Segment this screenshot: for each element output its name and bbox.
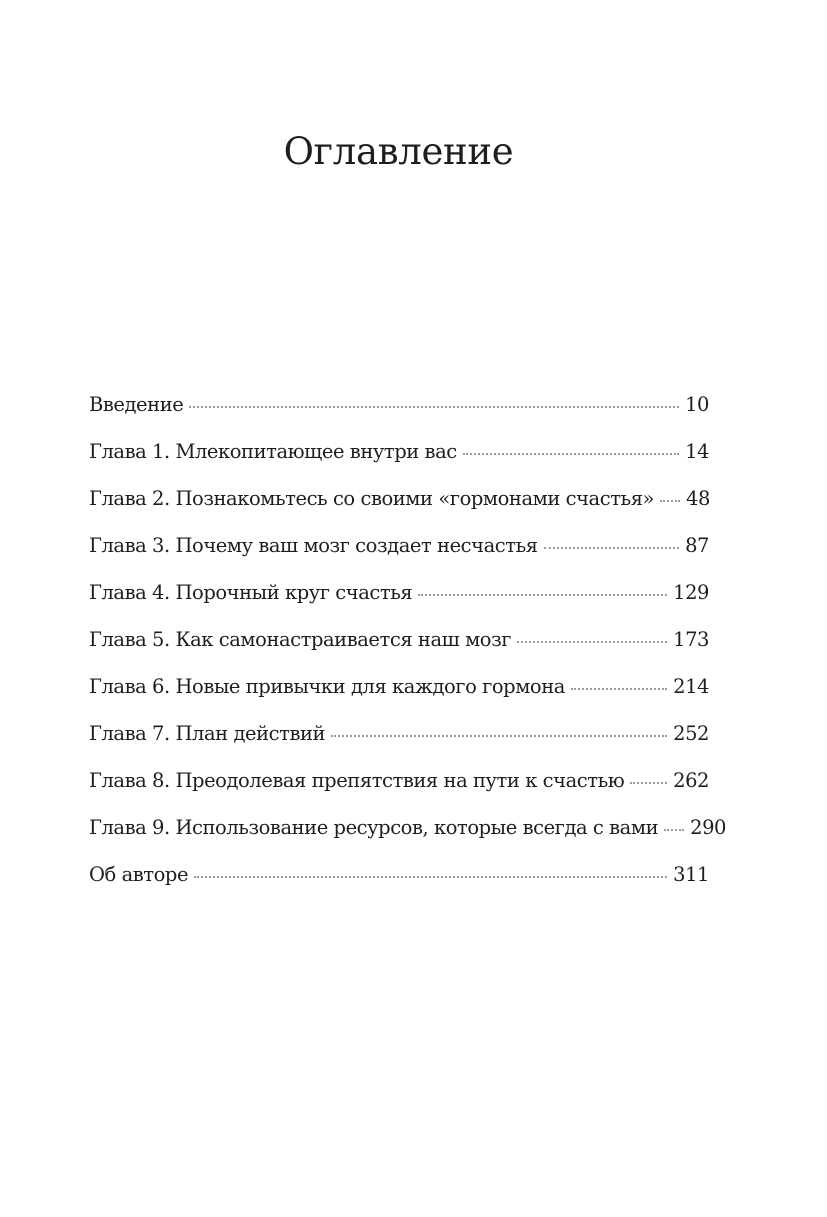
toc-entry-label: Глава 1. Млекопитающее внутри вас	[89, 440, 457, 463]
toc-entry-chapter-1[interactable]	[89, 435, 709, 482]
toc-entry-page-number: 173	[673, 628, 709, 651]
toc-entry-chapter-2[interactable]	[89, 482, 709, 529]
dot-leader	[630, 781, 667, 784]
toc-entry-page-number: 214	[673, 675, 709, 698]
toc-entry-chapter-9[interactable]	[89, 811, 726, 858]
toc-entry-introduction[interactable]	[89, 388, 709, 435]
toc-entry-page-number: 48	[686, 487, 710, 510]
dot-leader	[189, 405, 679, 408]
toc-entry-page-number: 252	[673, 722, 709, 745]
toc-entry-chapter-5[interactable]	[89, 623, 709, 670]
toc-entry-page-number: 10	[685, 393, 709, 416]
dot-leader	[544, 546, 679, 549]
toc-entry-page-number: 87	[685, 534, 709, 557]
dot-leader	[660, 499, 680, 502]
toc-entry-label: Об авторе	[89, 863, 189, 886]
toc-entry-chapter-6[interactable]	[89, 670, 709, 717]
toc-entry-label: Глава 3. Почему ваш мозг создает несчастья	[89, 534, 538, 557]
toc-entry-label: Глава 9. Использование ресурсов, которые всегда с вами	[89, 816, 659, 839]
dot-leader	[517, 640, 667, 643]
toc-entry-page-number: 311	[673, 863, 709, 886]
dot-leader	[664, 828, 684, 831]
toc-entry-label: Глава 2. Познакомьтесь со своими «гормонами счастья»	[89, 487, 655, 510]
dot-leader	[331, 734, 667, 737]
page-title: Оглавление	[283, 130, 514, 173]
toc-entry-chapter-3[interactable]	[89, 529, 709, 576]
toc-entry-label: Глава 5. Как самонастраивается наш мозг	[89, 628, 512, 651]
toc-entry-label: Глава 7. План действий	[89, 722, 326, 745]
toc-entry-label: Глава 6. Новые привычки для каждого гормона	[89, 675, 565, 698]
toc-entry-label: Глава 4. Порочный круг счастья	[89, 581, 413, 604]
toc-entry-page-number: 262	[673, 769, 709, 792]
dot-leader	[571, 687, 667, 690]
toc-entry-page-number: 14	[685, 440, 709, 463]
toc-entry-chapter-7[interactable]	[89, 717, 709, 764]
dot-leader	[418, 593, 667, 596]
dot-leader	[463, 452, 679, 455]
toc-entry-about-author[interactable]	[89, 858, 709, 905]
toc-entry-label: Глава 8. Преодолевая препятствия на пути к счастью	[89, 769, 625, 792]
toc-entry-chapter-4[interactable]	[89, 576, 709, 623]
dot-leader	[194, 875, 667, 878]
toc-entry-chapter-8[interactable]	[89, 764, 709, 811]
toc-entry-page-number: 129	[673, 581, 709, 604]
toc-entry-label: Введение	[89, 393, 184, 416]
table-of-contents	[89, 388, 726, 905]
toc-entry-page-number: 290	[690, 816, 726, 839]
